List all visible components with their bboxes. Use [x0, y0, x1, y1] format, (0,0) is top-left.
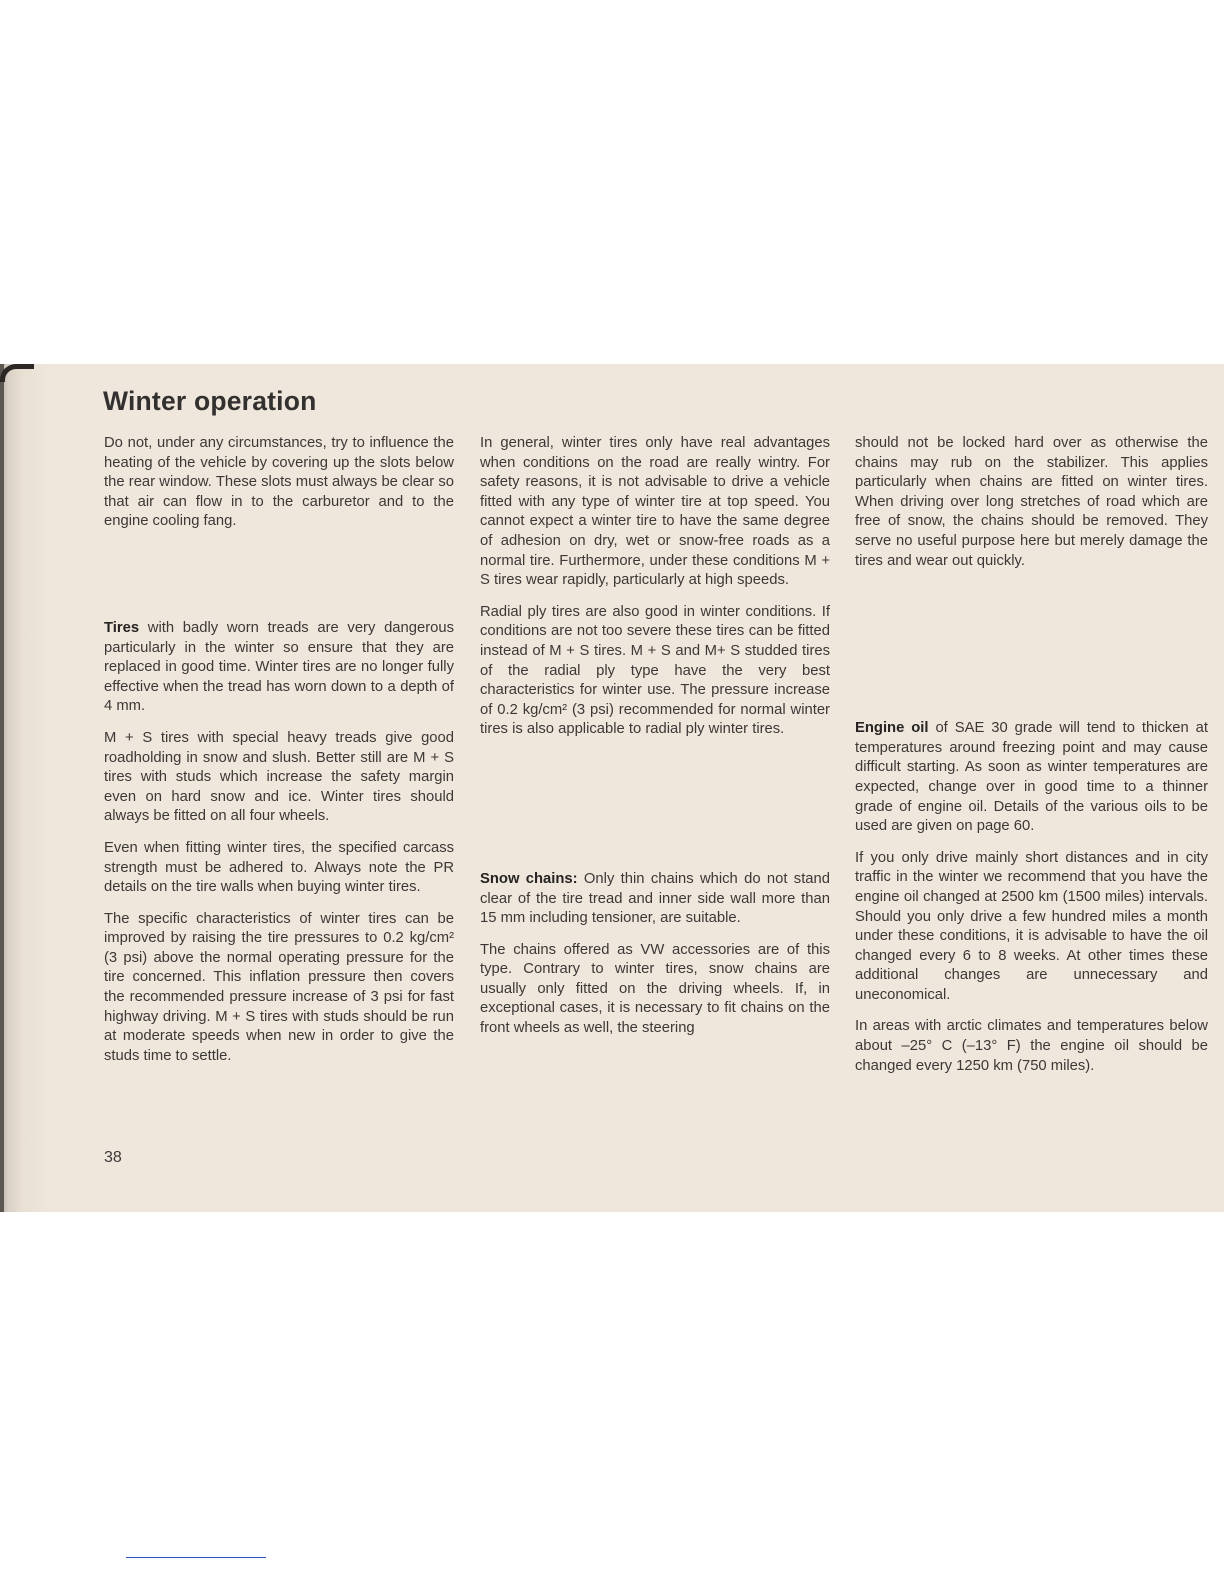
- footer-link-underline: [126, 1557, 266, 1558]
- paragraph-tire-pressures: [104, 910, 454, 1067]
- paragraph-lead-snow-chains: Snow chains:: [480, 870, 578, 887]
- paragraph-ms-tires: [104, 729, 454, 827]
- paragraph-text: Even when fitting winter tires, the specified carcass strength must be adhered to. Always note the PR details on the tire walls when buying winter tires.: [104, 839, 454, 896]
- paragraph-text: Do not, under any circumstances, try to influence the heating of the vehicle by covering up the slots below the rear window. These slots must always be clear so that air can flow in to the carburetor and to the engine cooling fang.: [104, 435, 454, 530]
- text-column-3: [855, 434, 1208, 1088]
- paragraph-text: The chains offered as VW accessories are of this type. Contrary to winter tires, snow chains are usually only fitted on the driving wheels. If, in exceptional cases, it is necessary to fit chains on the front wheels as well, the steering: [480, 941, 830, 1037]
- paragraph-text: In areas with arctic climates and temperatures below about –25° C (–13° F) the engine oil should be changed every 1250 km (750 miles).: [855, 1018, 1208, 1074]
- paragraph-text: M + S tires with special heavy treads give good roadholding in snow and slush. Better still are M + S tires with studs which increase the safety margin even on hard snow and ice. Winter tires should always be fitted on all four wheels.: [104, 729, 454, 825]
- paragraph-steering-chains: [855, 434, 1208, 571]
- text-column-1: [104, 434, 454, 1078]
- book-spine-edge: [0, 364, 4, 1212]
- paragraph-text: The specific characteristics of winter tires can be improved by raising the tire pressures to 0.2 kg/cm² (3 psi) above the normal operating pressure for the tire concerned. This inflation pressure then covers the recommended pressure increase of 3 psi for fast highway driving. M + S tires with studs should be run at moderate speeds when new in order to give the studs time to settle.: [104, 910, 454, 1064]
- paragraph-text: with badly worn treads are very dangerous particularly in the winter so ensure that they are replaced in good time. Winter tires are no longer fully effective when the tread has worn down to a depth of 4 mm.: [104, 619, 454, 715]
- paragraph-text: In general, winter tires only have real advantages when conditions on the road are really wintry. For safety reasons, it is not advisable to drive a vehicle fitted with any type of winter tire at top speed. You cannot expect a winter tire to have the same degree of adhesion on dry, wet or snow-free roads as a normal tire. Furthermore, under these conditions M + S tires wear rapidly, particularly at high speeds.: [480, 435, 830, 589]
- paragraph-vw-chains: [480, 941, 830, 1039]
- paragraph-snow-chains: [480, 870, 830, 929]
- text-column-2: [480, 434, 830, 1051]
- paragraph-text: If you only drive mainly short distances and in city traffic in the winter we recommend that you have the engine oil changed at 2500 km (1500 miles) intervals. Should you only drive a few hundred miles a month under these conditions, it is advisable to have the oil changed every 6 to 8 weeks. At other times these additional changes are unnecessary and uneconomical.: [855, 849, 1208, 1003]
- paragraph-text: Radial ply tires are also good in winter conditions. If conditions are not too severe these tires can be fitted instead of M + S tires. M + S and M+ S studded tires of the radial ply type have the very best characteristics for winter use. The pressure increase of 0.2 kg/cm² (3 psi) recommended for normal winter tires is also applicable to radial ply winter tires.: [480, 603, 830, 738]
- paragraph-lead-tires: Tires: [104, 619, 140, 636]
- paragraph-text: should not be locked hard over as otherwise the chains may rub on the stabilizer. This applies particularly when chains are fitted on winter tires. When driving over long stretches of road which are free of snow, the chains should be removed. They serve no useful purpose here but merely damage the tires and wear out quickly.: [855, 435, 1208, 569]
- paragraph-oil-change-intervals: [855, 849, 1208, 1006]
- paragraph-engine-oil: [855, 719, 1208, 837]
- paragraph-lead-engine-oil: Engine oil: [855, 720, 929, 737]
- book-gutter-shadow: [0, 364, 50, 1212]
- paragraph-radial-ply: [480, 603, 830, 740]
- paragraph-carcass-strength: [104, 839, 454, 898]
- page-title: Winter operation: [103, 386, 317, 416]
- paragraph-heating-slots: [104, 434, 454, 532]
- binding-corner-mark: [0, 364, 34, 382]
- paragraph-winter-tires-general: [480, 434, 830, 591]
- paragraph-text: Only thin chains which do not stand clear of the tire tread and inner side wall more than 15 mm including tensioner, are suitable.: [480, 870, 830, 927]
- page-number: 38: [104, 1149, 122, 1166]
- paragraph-tires: [104, 619, 454, 717]
- scanned-manual-page: [0, 364, 1224, 1212]
- paragraph-arctic-climates: [855, 1017, 1208, 1076]
- paragraph-text: of SAE 30 grade will tend to thicken at temperatures around freezing point and may cause difficult starting. As soon as winter temperatures are expected, change over in good time to a thinner grade of engine oil. Details of the various oils to be used are given on page 60.: [855, 720, 1208, 835]
